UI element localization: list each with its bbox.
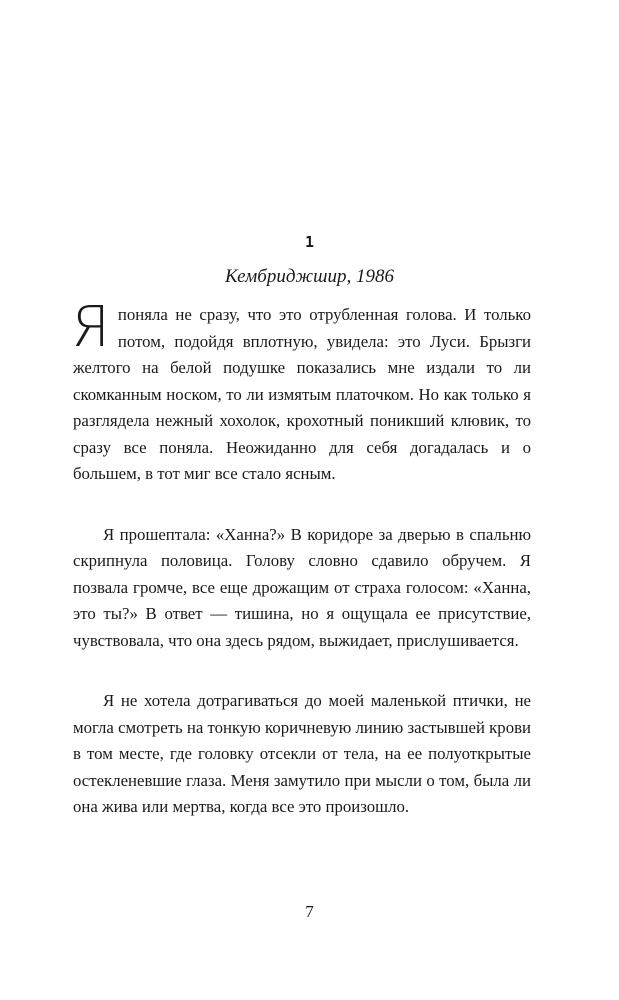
paragraph-1 xyxy=(71,295,531,488)
chapter-subtitle: Кембриджшир, 1986 xyxy=(225,266,394,287)
body-text xyxy=(71,295,531,821)
chapter-number: 1 xyxy=(304,233,315,251)
paragraph-3: Я не хотела дотрагиваться до моей маленькой птички, не могла смотреть на тонкую коричневую линию застывшей крови в том месте, где головку отсекли от тела, на ее полуоткрытые остекленевшие глаза. Меня замутило при мысли о том, была ли она жива или мертва, когда все это произошло. xyxy=(73,691,531,816)
page-number: 7 xyxy=(305,902,314,921)
paragraph-2: Я прошептала: «Ханна?» В коридоре за дверью в спальню скрипнула половица. Голову словно сдавило обручем. Я позвала громче, все еще дрожащим от страха голосом: «Ханна, это ты?» В ответ — тишина, но я ощущала ее присутствие, чувствовала, что она здесь рядом, выжидает, прислушивается. xyxy=(73,524,531,650)
drop-cap: Я xyxy=(71,295,110,360)
paragraph-1-text: поняла не сразу, что это отрубленная голова. И только потом, подойдя вплотную, увидела: это Луси. Брызги желтого на белой подушке показались мне издали то ли скомканным носком, то ли измятым платочком. Но как только я разглядела нежный хохолок, крохотный поникший клювик, то сразу все поняла. Неожиданно для себя догадалась и о большем, в тот миг все стало ясным. xyxy=(73,305,531,483)
